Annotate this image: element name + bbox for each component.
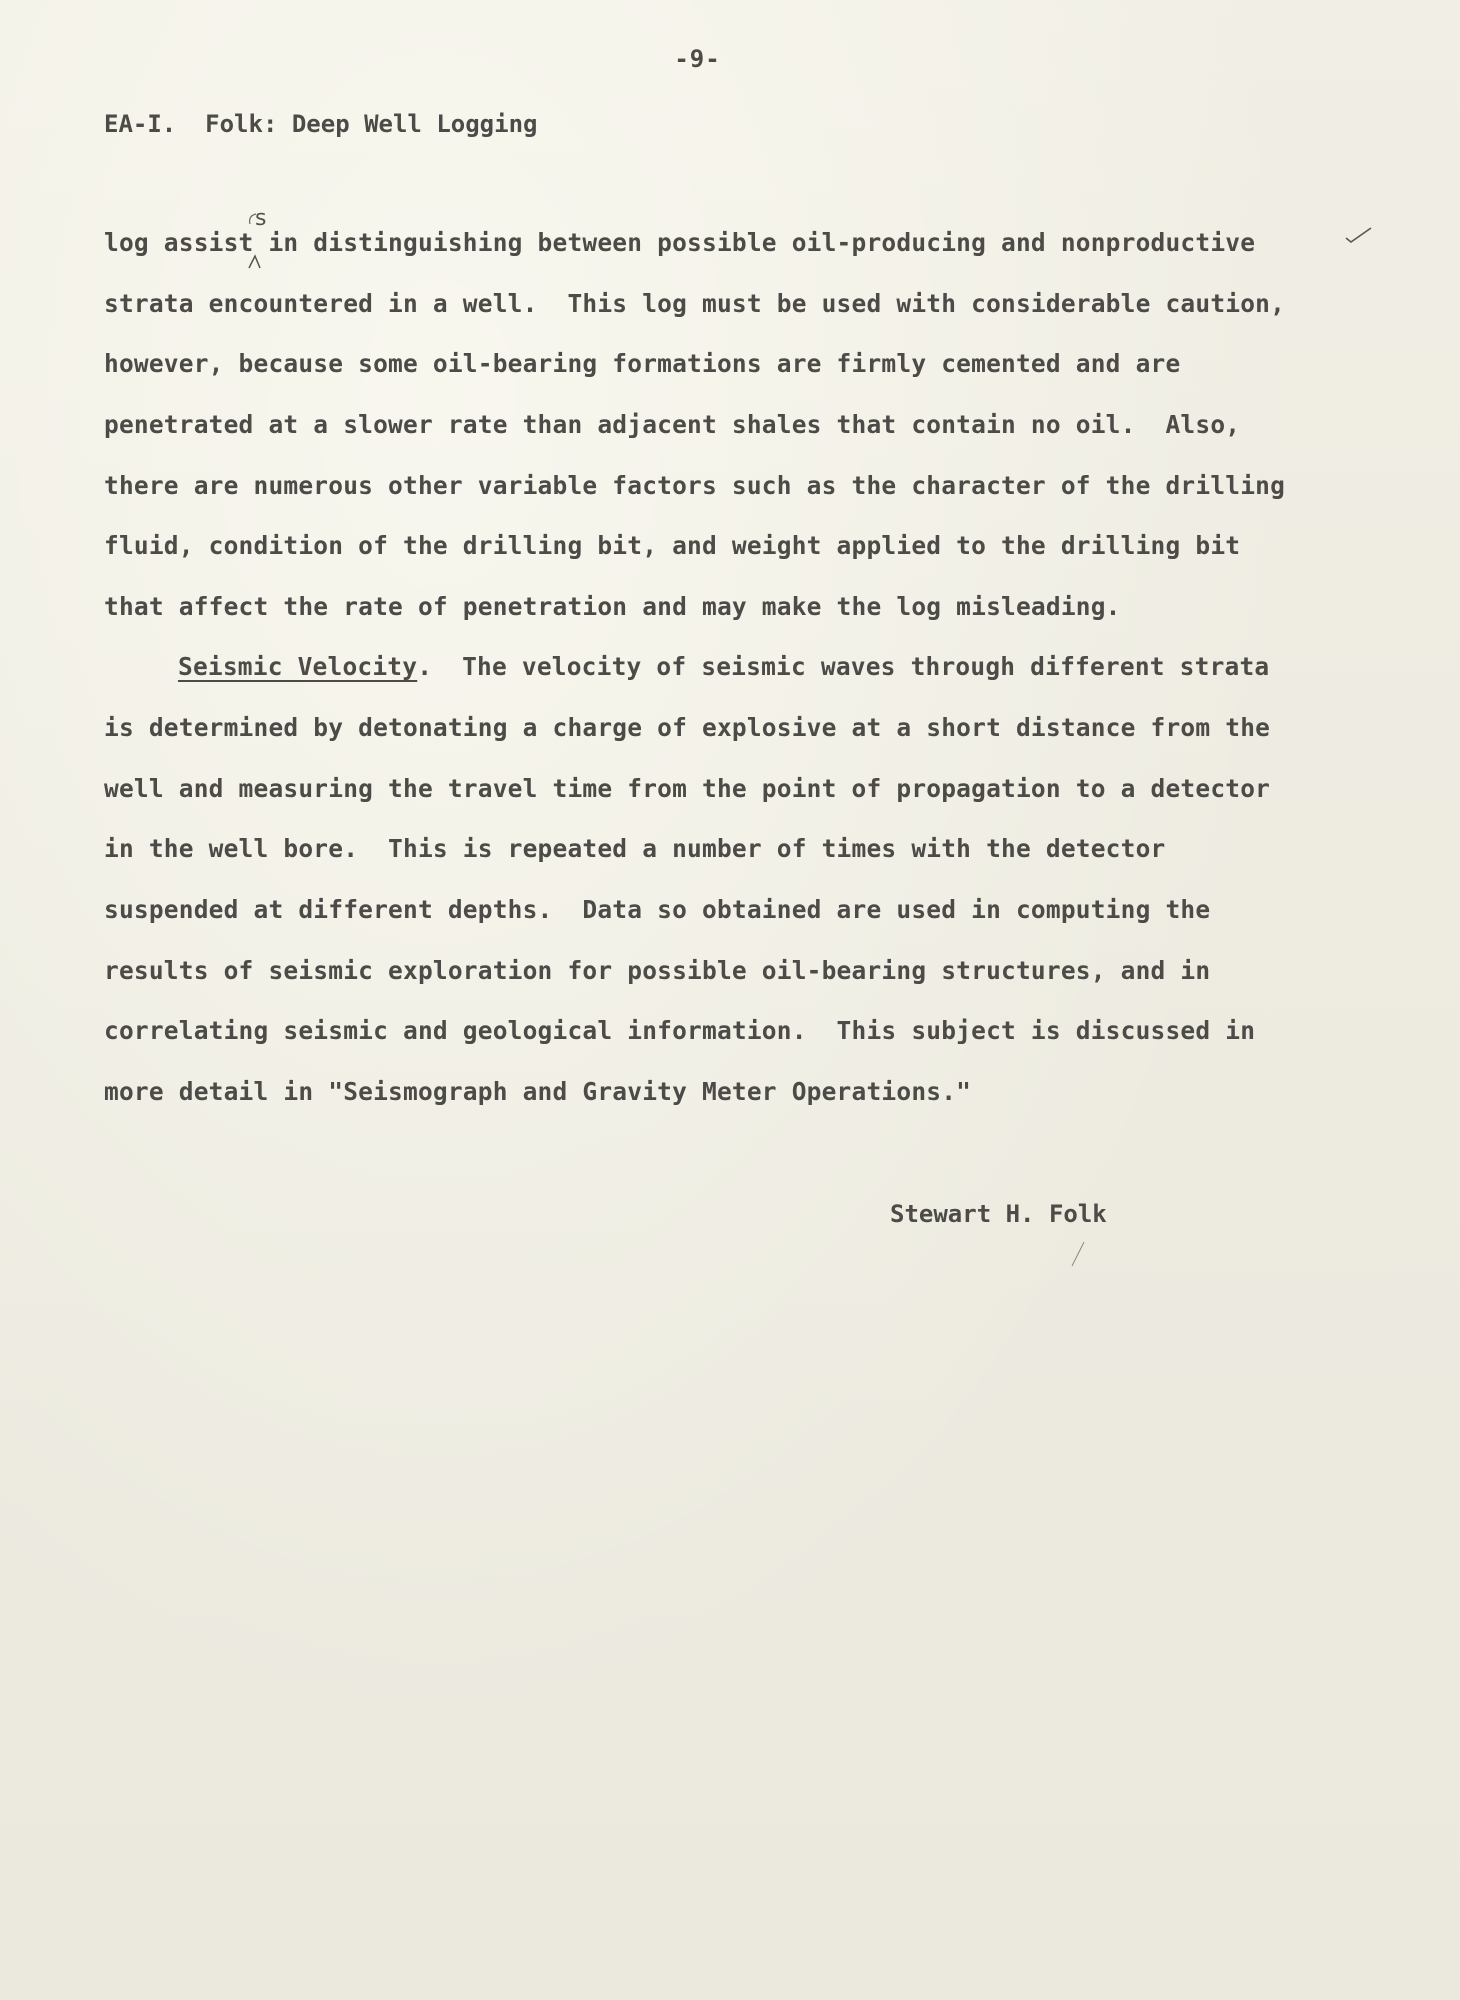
paragraph1-line: there are numerous other variable factors such as the character of the drilling [104,471,1286,500]
paragraph2-first-line [178,652,1269,681]
check-mark-icon [1344,224,1374,244]
paragraph2-line: well and measuring the travel time from the point of propagation to a detector [104,774,1271,803]
paragraph2-line: correlating seismic and geological information. This subject is discussed in [104,1016,1256,1045]
paragraph1-line: log assist in distinguishing between possible oil-producing and nonproductive [104,228,1256,257]
paragraph2-line: suspended at different depths. Data so obtained are used in computing the [104,895,1211,924]
paragraph1-line: however, because some oil-bearing formations are firmly cemented and are [104,349,1181,378]
insertion-letter: s [255,206,267,231]
paragraph1-line: fluid, condition of the drilling bit, and weight applied to the drilling bit [104,531,1241,560]
section-heading-seismic-velocity: Seismic Velocity [178,652,418,681]
paragraph2-line: in the well bore. This is repeated a number of times with the detector [104,834,1166,863]
paragraph2-line: is determined by detonating a charge of explosive at a short distance from the [104,713,1271,742]
paragraph2-first-line-rest: . The velocity of seismic waves through different strata [417,652,1270,681]
paragraph1-line: penetrated at a slower rate than adjacent shales that contain no oil. Also, [104,410,1241,439]
paragraph1-line: strata encountered in a well. This log must be used with considerable caution, [104,289,1286,318]
document-header: EA-I. Folk: Deep Well Logging [104,110,538,138]
pencil-mark-icon [1068,1240,1088,1270]
paragraph1-line: that affect the rate of penetration and may make the log misleading. [104,592,1121,621]
paragraph2-line: more detail in "Seismograph and Gravity Meter Operations." [104,1077,972,1106]
author-signature: Stewart H. Folk [890,1200,1107,1228]
page-number: -9- [674,45,721,73]
paragraph2-line: results of seismic exploration for possible oil-bearing structures, and in [104,956,1211,985]
